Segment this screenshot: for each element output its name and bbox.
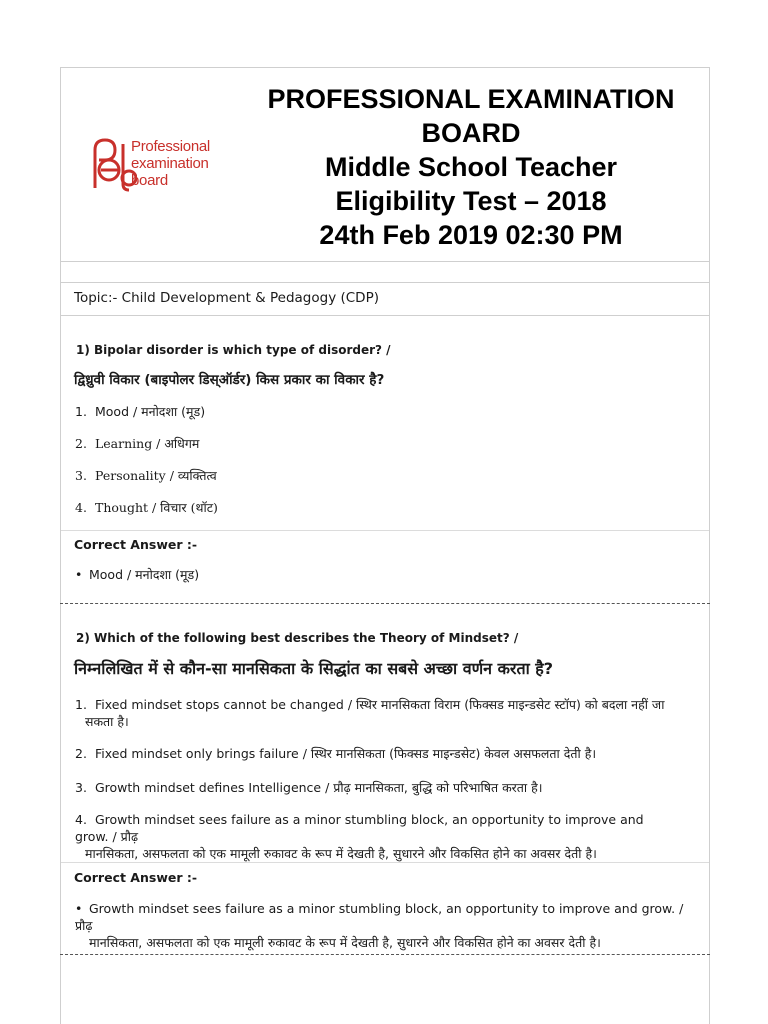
header [61, 68, 709, 262]
option-number: 3. [75, 780, 87, 795]
question-1-correct-answer [75, 566, 685, 583]
option-number: 1. [75, 404, 87, 419]
answer-divider [61, 862, 709, 863]
question-1-option-3 [75, 467, 675, 484]
option-number: 4. [75, 812, 87, 827]
option-text-continued: मानसिकता, असफलता को एक मामूली रुकावट के रूप में देखती है, सुधारने और विकसित होने का अवसर देती है। [85, 846, 597, 861]
peb-logo [87, 136, 227, 196]
title-line-2: BOARD [421, 118, 521, 148]
option-text: Fixed mindset stops cannot be changed / स्थिर मानसिकता विराम (फिक्सड माइन्डसेट स्टॉप) को बदला नहीं जा [94, 697, 665, 712]
option-number: 3. [75, 468, 87, 483]
question-1-title: 1) Bipolar disorder is which type of disorder? / [76, 343, 391, 357]
page-title [241, 82, 701, 252]
question-2-correct-answer [75, 900, 685, 951]
bullet-icon: • [75, 901, 83, 916]
option-number: 4. [75, 500, 87, 515]
title-line-1: PROFESSIONAL EXAMINATION [267, 84, 675, 114]
logo-line-1: Professional [131, 138, 210, 155]
option-number: 1. [75, 697, 87, 712]
option-text: Thought / विचार (थॉट) [94, 500, 218, 515]
question-1-option-1 [75, 403, 675, 420]
title-line-4: Eligibility Test – 2018 [335, 186, 607, 216]
logo-text [131, 138, 210, 189]
peb-logo-icon [87, 136, 137, 192]
title-line-3: Middle School Teacher [324, 152, 618, 182]
correct-answer-text: Mood / मनोदशा (मूड) [89, 567, 200, 582]
option-text: Learning / अधिगम [94, 436, 200, 451]
question-2-option-1 [75, 696, 675, 730]
option-text: Growth mindset defines Intelligence / प्रौढ़ मानसिकता, बुद्धि को परिभाषित करता है। [94, 780, 543, 795]
logo-line-3: board [131, 172, 168, 189]
question-2-correct-label: Correct Answer :- [74, 870, 198, 885]
document-page [60, 67, 710, 1024]
option-number: 2. [75, 746, 87, 761]
question-2-title: 2) Which of the following best describes the Theory of Mindset? / [76, 631, 519, 645]
question-2-option-2 [75, 745, 675, 762]
question-separator [60, 954, 710, 955]
topic-row: Topic:- Child Development & Pedagogy (CDP) [61, 283, 709, 316]
question-2-hindi: निम्नलिखित में से कौन-सा मानसिकता के सिद्धांत का सबसे अच्छा वर्णन करता है? [74, 659, 554, 678]
option-text: Personality / व्यक्तित्व [94, 468, 217, 483]
question-2-option-4 [75, 811, 675, 862]
question-1-option-2 [75, 435, 675, 452]
option-text-continued: सकता है। [85, 714, 129, 729]
spacer-row [61, 262, 709, 283]
question-2-option-3 [75, 779, 675, 796]
question-1-correct-label: Correct Answer :- [74, 537, 198, 552]
option-number: 2. [75, 436, 87, 451]
option-text: Mood / मनोदशा (मूड) [94, 404, 206, 419]
question-separator [60, 603, 710, 604]
option-text: Fixed mindset only brings failure / स्थिर मानसिकता (फिक्सड माइन्डसेट) केवल असफलता देती है। [94, 746, 597, 761]
title-line-5: 24th Feb 2019 02:30 PM [319, 220, 623, 250]
answer-divider [61, 530, 709, 531]
question-1-hindi: द्विध्रुवी विकार (बाइपोलर डिस्ऑर्डर) किस प्रकार का विकार है? [74, 372, 385, 388]
logo-line-2: examination [131, 155, 209, 172]
correct-answer-text: Growth mindset sees failure as a minor stumbling block, an opportunity to improve and grow. / प्रौढ़ [75, 901, 684, 933]
option-text: Growth mindset sees failure as a minor stumbling block, an opportunity to improve and grow. / प्रौढ़ [75, 812, 644, 844]
bullet-icon: • [75, 567, 83, 582]
question-1-option-4 [75, 499, 675, 516]
correct-answer-text-continued: मानसिकता, असफलता को एक मामूली रुकावट के रूप में देखती है, सुधारने और विकसित होने का अवसर देती है। [89, 935, 601, 950]
